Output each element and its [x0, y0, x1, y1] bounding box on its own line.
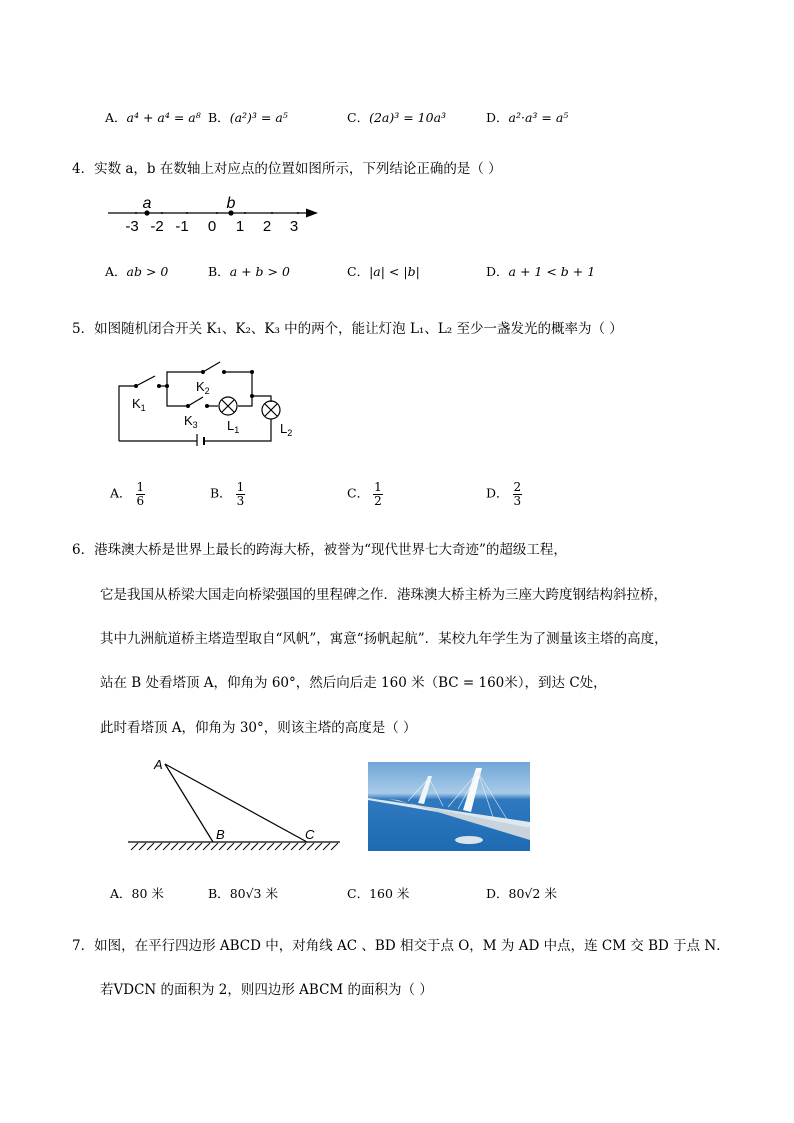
switch-k1: [136, 376, 155, 386]
number-line-figure: [100, 196, 330, 238]
k3-label: $K_3$: [184, 413, 198, 430]
option-label: C．: [347, 485, 370, 501]
tick-label: -1: [175, 218, 189, 235]
option-label: D．: [486, 485, 509, 501]
hatch-mark: [211, 843, 218, 850]
q7-line-1: [72, 934, 730, 954]
option-label: B．: [208, 110, 230, 125]
option-label: B．: [208, 886, 230, 901]
tick-label: 3: [289, 218, 299, 235]
question-number: 6．: [72, 542, 95, 558]
option-label: C．: [347, 264, 370, 279]
option-expr: (a²)³ = a⁵: [229, 110, 288, 125]
tick-label: 1: [235, 218, 245, 235]
question-number: 4．: [72, 161, 95, 177]
q3-option-c: [347, 108, 446, 126]
hatch-mark: [315, 843, 322, 850]
q5-option-d: [486, 481, 522, 507]
question-text: 港珠澳大桥是世界上最长的跨海大桥，被誉为“现代世界七大奇迹”的超级工程，: [94, 542, 567, 558]
option-label: D．: [486, 264, 509, 279]
q6-option-d: [486, 884, 557, 902]
q3-option-a: [105, 108, 201, 126]
hatch-mark: [259, 843, 266, 850]
q4-option-b: [208, 262, 290, 280]
question-text: 如图，在平行四边形 ABCD 中，对角线 AC 、BD 相交于点 O，M 为 AD 中点，连 CM 交 BD 于点 N．: [94, 938, 730, 954]
hatch-mark: [283, 843, 290, 850]
hatch-mark: [275, 843, 282, 850]
point-b-label: b: [226, 196, 236, 212]
hatch-mark: [131, 843, 138, 850]
k1-label: $K_1$: [132, 396, 146, 413]
hatch-mark: [163, 843, 170, 850]
vertex-a-label: A: [154, 757, 163, 772]
hatch-mark: [291, 843, 298, 850]
tick-label: -3: [125, 218, 139, 235]
q5-option-b: [210, 481, 245, 507]
hatch-mark: [307, 843, 314, 850]
option-label: B．: [210, 485, 232, 501]
option-label: A．: [105, 264, 127, 279]
vertex-c-label: C: [305, 827, 315, 842]
triangle-figure: [125, 756, 345, 856]
k2-label: $K_2$: [196, 379, 210, 396]
option-fraction: $\frac{1}{2}$: [374, 480, 382, 508]
option-expr: (2a)³ = 10a³: [369, 110, 447, 125]
switch-k2: [203, 362, 220, 372]
hatch-mark: [195, 843, 202, 850]
axis-arrow-icon: [306, 209, 318, 218]
hatch-mark: [179, 843, 186, 850]
tick-label: 2: [262, 218, 272, 235]
hatch-mark: [139, 843, 146, 850]
option-expr: 80√2 米: [508, 886, 557, 901]
q6-line-4: 站在 B 处看塔顶 A，仰角为 60°，然后向后走 160 米（BC = 160米），到达 C处，: [100, 675, 607, 691]
q3-option-d: [486, 108, 568, 126]
hatch-mark: [251, 843, 258, 850]
hatch-mark: [187, 843, 194, 850]
q6-line-5: 此时看塔顶 A，仰角为 30°，则该主塔的高度是（ ）: [100, 720, 417, 736]
q4-stem: [72, 157, 502, 177]
wire: [119, 386, 136, 441]
q4-option-c: [347, 262, 420, 280]
l2-label: $L_2$: [280, 421, 293, 438]
hatch-mark: [243, 843, 250, 850]
ground-hatching: [131, 843, 338, 850]
option-expr: |a| < |b|: [369, 264, 420, 279]
option-expr: ab > 0: [126, 264, 169, 279]
hatch-mark: [299, 843, 306, 850]
option-label: A．: [105, 110, 127, 125]
option-label: A．: [110, 886, 132, 901]
q3-option-b: [208, 108, 288, 126]
question-number: 7．: [72, 938, 95, 954]
l1-label: $L_1$: [227, 418, 240, 435]
q5-option-c: [347, 481, 383, 507]
q4-option-a: [105, 262, 168, 280]
option-label: C．: [347, 886, 370, 901]
bridge-photo: [368, 762, 530, 851]
q5-stem: [72, 317, 623, 337]
hatch-mark: [203, 843, 210, 850]
option-expr: 80√3 米: [229, 886, 278, 901]
option-label: B．: [208, 264, 230, 279]
option-fraction: $\frac{1}{6}$: [136, 480, 145, 508]
point-a-label: a: [142, 196, 152, 212]
option-expr: a²·a³ = a⁵: [508, 110, 569, 125]
tick-label: -2: [150, 218, 164, 235]
q6-line-2: 它是我国从桥梁大国走向桥梁强国的里程碑之作．港珠澳大桥主桥为三座大跨度钢结构斜拉桥，: [100, 587, 667, 603]
q6-line-3: 其中九洲航道桥主塔造型取自“风帆”，寓意“扬帆起航”．某校九年学生为了测量该主塔的高度，: [100, 631, 668, 647]
hatch-mark: [147, 843, 154, 850]
tick-label: 0: [207, 218, 217, 235]
option-label: D．: [486, 886, 509, 901]
option-expr: a + 1 < b + 1: [508, 264, 596, 279]
q6-option-a: [110, 884, 164, 902]
hatch-mark: [323, 843, 330, 850]
question-text: 如图随机闭合开关 K₁、K₂、K₃ 中的两个，能让灯泡 L₁、L₂ 至少一盏发光的概率为（ ）: [94, 321, 623, 337]
hatch-mark: [267, 843, 274, 850]
option-expr: 160 米: [369, 886, 410, 901]
switch-k3: [188, 397, 203, 406]
q6-line-1: [72, 538, 567, 558]
q4-option-d: [486, 262, 595, 280]
option-label: A．: [110, 485, 132, 501]
option-expr: a⁴ + a⁴ = a⁸: [126, 110, 201, 125]
hatch-mark: [171, 843, 178, 850]
option-fraction: $\frac{2}{3}$: [513, 480, 522, 508]
option-label: D．: [486, 110, 509, 125]
option-fraction: $\frac{1}{3}$: [236, 480, 245, 508]
circuit-figure: [110, 358, 300, 446]
option-expr: 80 米: [131, 886, 164, 901]
hatch-mark: [235, 843, 242, 850]
option-expr: a + b > 0: [229, 264, 290, 279]
option-label: C．: [347, 110, 370, 125]
vertex-b-label: B: [216, 827, 225, 842]
q6-option-b: [208, 884, 278, 902]
q7-line-2: 若VDCN 的面积为 2，则四边形 ABCM 的面积为（ ）: [100, 982, 433, 998]
hatch-mark: [155, 843, 162, 850]
question-text: 实数 a，b 在数轴上对应点的位置如图所示，下列结论正确的是（ ）: [94, 161, 502, 177]
q6-option-c: [347, 884, 409, 902]
question-number: 5．: [72, 321, 95, 337]
hatch-mark: [227, 843, 234, 850]
q5-option-a: [110, 481, 145, 507]
hatch-mark: [219, 843, 226, 850]
hatch-mark: [331, 843, 338, 850]
